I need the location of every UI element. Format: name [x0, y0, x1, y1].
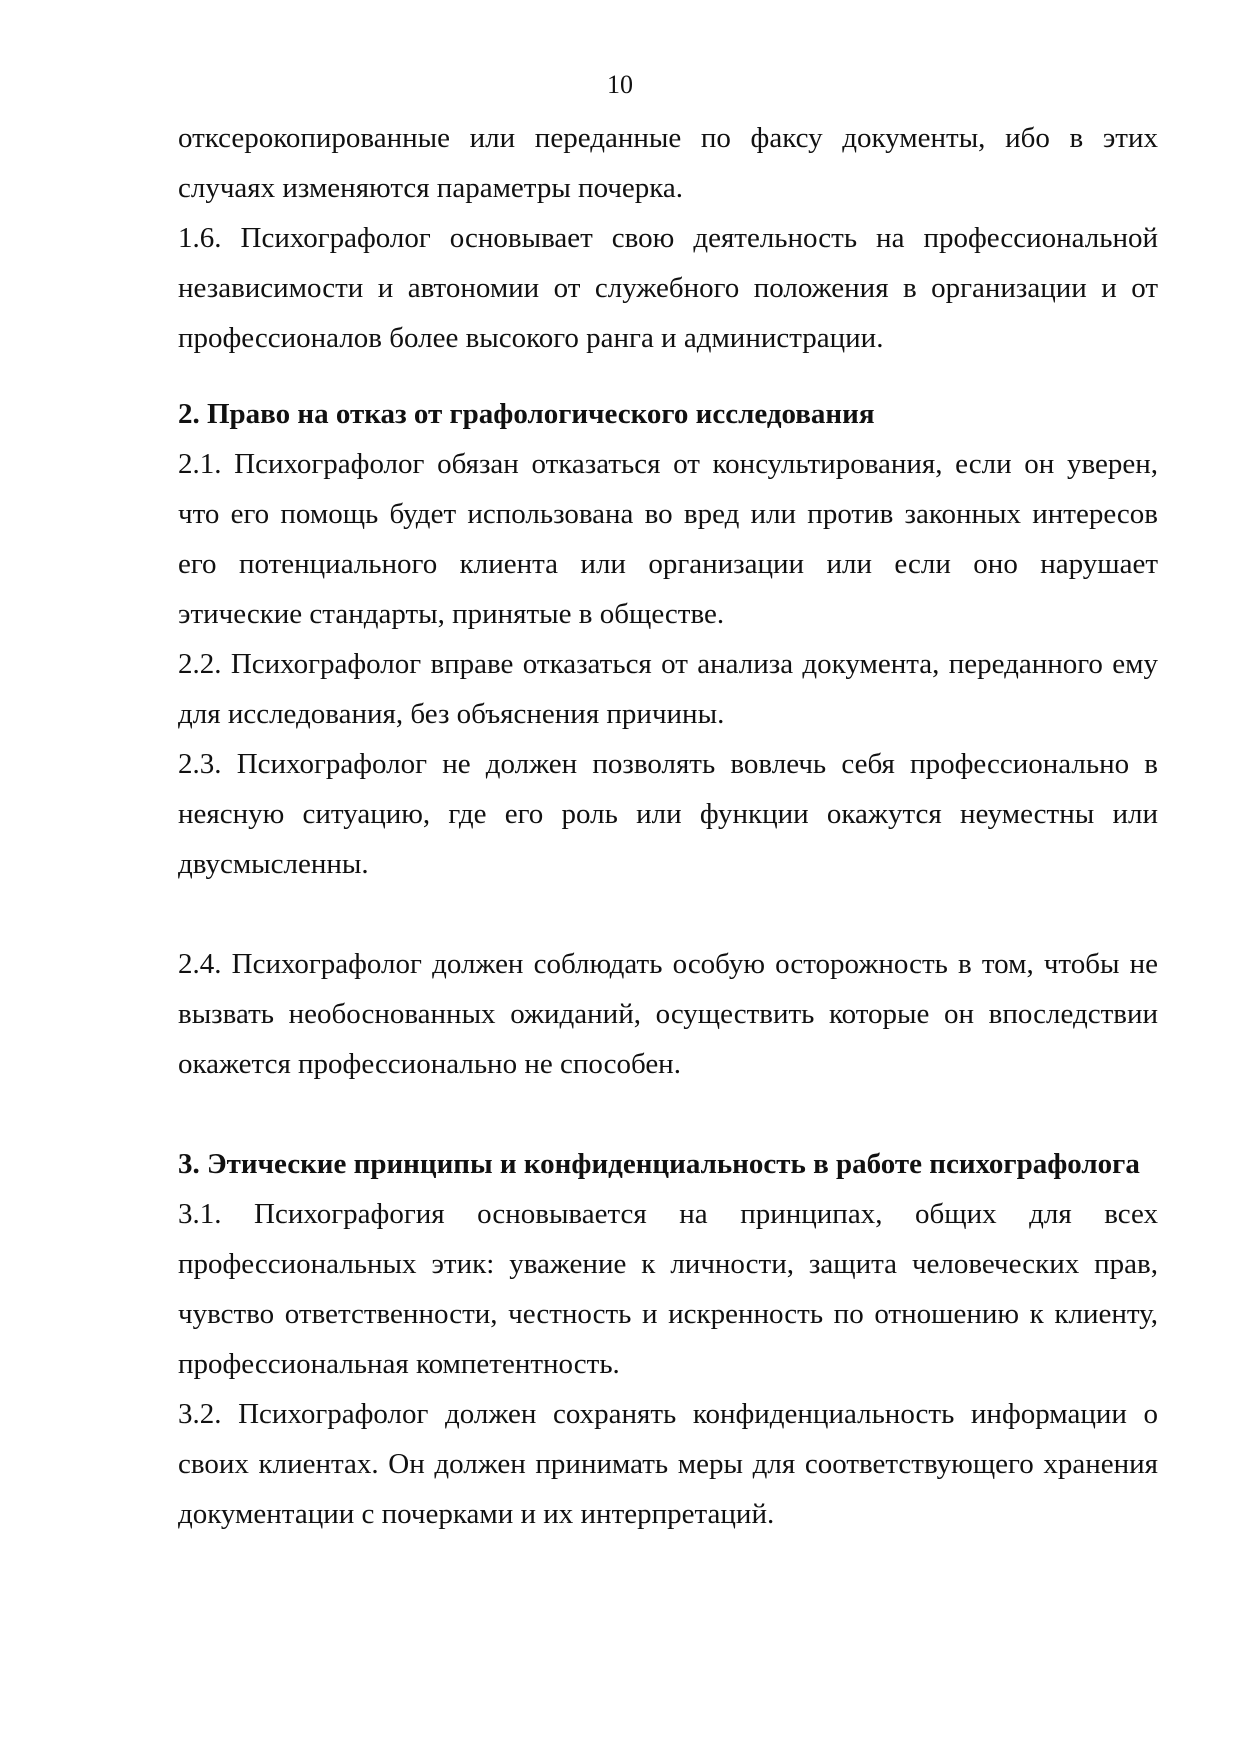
paragraph-2-4: 2.4. Психографолог должен соблюдать особую осторожность в том, чтобы не вызвать необоснованных ожиданий, осуществить которые он впоследствии окажется профессионально не способен.	[178, 948, 1158, 1080]
document-body	[178, 113, 1158, 1539]
paragraph-1-6: 1.6. Психографолог основывает свою деятельность на профессиональной независимости и автономии от служебного положения в организации и от профессионалов более высокого ранга и администрации.	[178, 222, 1158, 354]
paragraph-intro: отксерокопированные или переданные по факсу документы, ибо в этих случаях изменяются параметры почерка.	[178, 122, 1158, 204]
paragraph-2-2: 2.2. Психографолог вправе отказаться от анализа документа, переданного ему для исследования, без объяснения причины.	[178, 648, 1158, 730]
paragraph-3-2: 3.2. Психографолог должен сохранять конфиденциальность информации о своих клиентах. Он должен принимать меры для соответствующего хранения документации с почерками и их интерпретаций.	[178, 1398, 1158, 1530]
paragraph-2-3: 2.3. Психографолог не должен позволять вовлечь себя профессионально в неясную ситуацию, где его роль или функции окажутся неуместны или двусмысленны.	[178, 748, 1158, 880]
page-number: 10	[607, 70, 633, 99]
section-3-heading: 3. Этические принципы и конфиденциальность в работе психографолога	[178, 1148, 1140, 1180]
paragraph-2-1: 2.1. Психографолог обязан отказаться от консультирования, если он уверен, что его помощь будет использована во вред или против законных интересов его потенциального клиента или организации или если оно нарушает этические стандарты, принятые в обществе.	[178, 448, 1158, 630]
section-2-heading: 2. Право на отказ от графологического исследования	[178, 398, 875, 430]
paragraph-3-1: 3.1. Психографогия основывается на принципах, общих для всех профессиональных этик: уважение к личности, защита человеческих прав, чувство ответственности, честность и искренность по отношению к клиенту, профессиональная компетентность.	[178, 1198, 1158, 1380]
